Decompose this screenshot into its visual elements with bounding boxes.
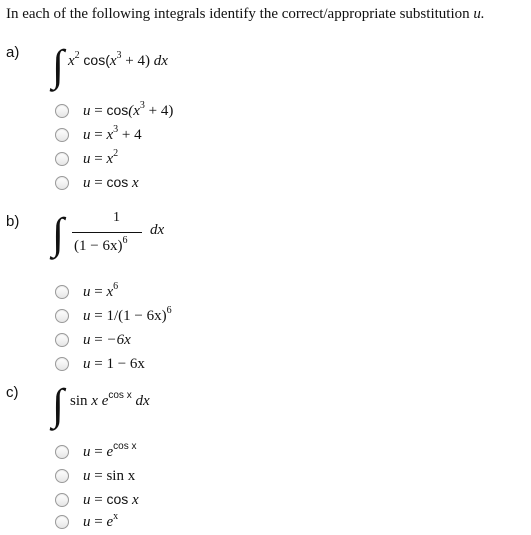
fraction-numerator: 1 bbox=[113, 210, 120, 225]
radio-button[interactable] bbox=[55, 152, 69, 166]
fraction-denominator: $(1 - 6x)^6$ bbox=[74, 235, 128, 254]
radio-button[interactable] bbox=[55, 104, 69, 118]
radio-button[interactable] bbox=[55, 469, 69, 483]
option-text: u = e$^{cos x}$ bbox=[83, 440, 137, 460]
option-text: u = sin x bbox=[83, 467, 136, 484]
radio-button[interactable] bbox=[55, 445, 69, 459]
option-text: $u = x^3 + 4$ bbox=[83, 123, 142, 143]
radio-button[interactable] bbox=[55, 128, 69, 142]
option-a-2[interactable] bbox=[55, 125, 142, 145]
option-text: $u = e^x$ bbox=[83, 510, 119, 530]
radio-button[interactable] bbox=[55, 515, 69, 529]
option-text: $u = 1/(1 - 6x)^6$ bbox=[83, 304, 172, 324]
option-text: $u = x^6$ bbox=[83, 280, 119, 300]
instruction-text: In each of the following integrals identify the correct/appropriate substitution u. bbox=[6, 6, 485, 22]
option-a-1[interactable] bbox=[55, 101, 173, 121]
radio-button[interactable] bbox=[55, 357, 69, 371]
radio-button[interactable] bbox=[55, 285, 69, 299]
option-b-3[interactable] bbox=[55, 330, 131, 350]
integral-sign: ∫ bbox=[52, 209, 65, 258]
question-b-label: b) bbox=[6, 213, 20, 230]
option-c-3[interactable] bbox=[55, 490, 139, 510]
option-text: u = −6x bbox=[83, 331, 131, 348]
instruction-variable: u. bbox=[473, 6, 485, 22]
radio-button[interactable] bbox=[55, 309, 69, 323]
question-c-label: c) bbox=[6, 384, 19, 401]
integral-sign: ∫ bbox=[52, 41, 65, 90]
option-c-4[interactable] bbox=[55, 512, 118, 532]
option-text: u = 1 − 6x bbox=[83, 355, 145, 372]
option-text: u = cos x bbox=[83, 491, 139, 508]
differential-b: dx bbox=[150, 222, 165, 238]
option-a-3[interactable] bbox=[55, 149, 118, 169]
option-a-4[interactable] bbox=[55, 173, 139, 193]
radio-button[interactable] bbox=[55, 176, 69, 190]
integrand-a: $x^2$ $\cos(x^3 + 4)$ dx bbox=[68, 50, 168, 69]
option-text: $u = \cos(x^3 + 4)$ bbox=[83, 100, 174, 119]
option-b-2[interactable] bbox=[55, 306, 172, 326]
option-text: $u = x^2$ bbox=[83, 147, 119, 167]
fraction-bar bbox=[72, 232, 142, 233]
question-a-label: a) bbox=[6, 44, 20, 61]
option-c-2[interactable] bbox=[55, 466, 135, 486]
integrand-c: sin x e$^{cos x}$ dx bbox=[70, 390, 150, 409]
option-c-1[interactable] bbox=[55, 442, 136, 462]
option-b-4[interactable] bbox=[55, 354, 145, 374]
radio-button[interactable] bbox=[55, 333, 69, 347]
integral-sign: ∫ bbox=[52, 380, 65, 429]
radio-button[interactable] bbox=[55, 493, 69, 507]
option-text: u = cos x bbox=[83, 174, 139, 191]
option-b-1[interactable] bbox=[55, 282, 118, 302]
